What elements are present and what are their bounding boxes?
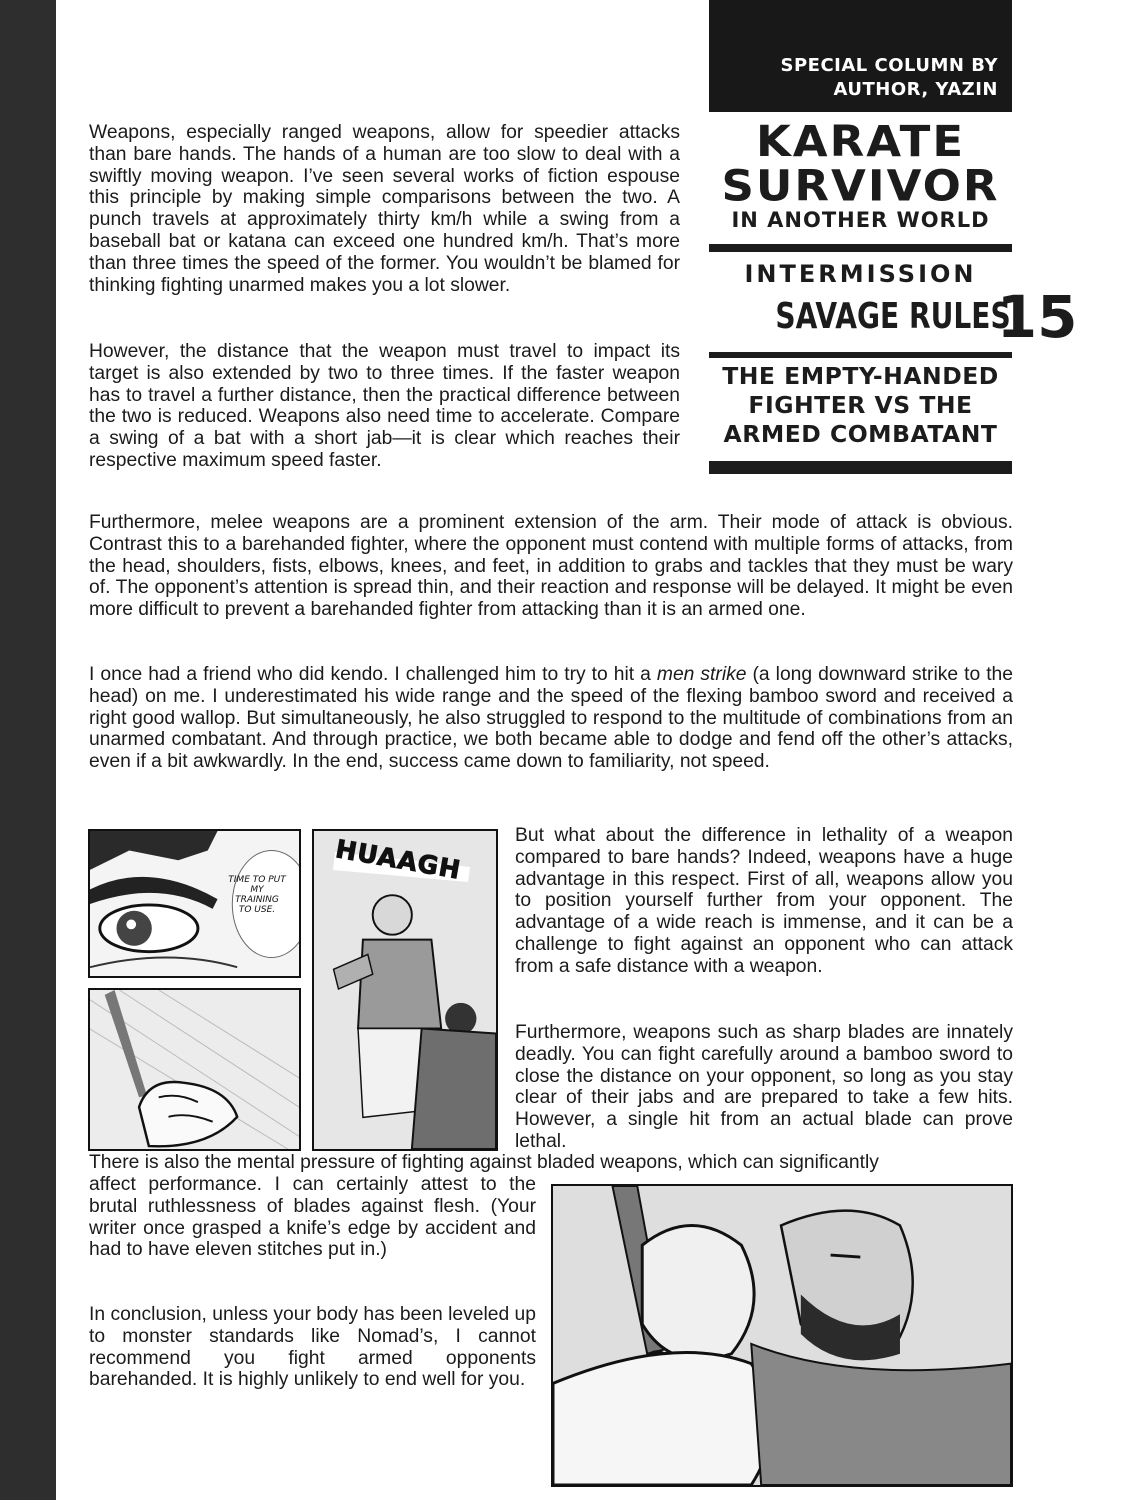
paragraph-6: Furthermore, weapons such as sharp blades are innately deadly. You can fight carefully around a bamboo sword to close the distance on your opponent, so long as you stay clear of their jabs and are prepared to take a few hits. However, a single hit from an actual blade can prove lethal. (515, 1022, 1013, 1152)
paragraph-2: However, the distance that the weapon must travel to impact its target is also extended by two to three times. If the faster weapon has to travel a further distance, then the practical difference between the two is reduced. Weapons also need time to accelerate. Compare a swing of a bat with a short jab—it is clear which reaches their respective maximum speed faster. (89, 341, 680, 471)
subtitle-line2: FIGHTER VS THE (748, 391, 973, 419)
paragraph-7-rest: affect performance. I can certainly attest to the brutal ruthlessness of blades against flesh. (Your writer once grasped a knife’s edge by accident and had to have eleven stitches put in.) (89, 1174, 536, 1261)
column-subtitle (709, 358, 1012, 449)
savage-rules-title (709, 283, 1078, 351)
speech-bubble-text: TIME TO PUT MY TRAINING TO USE. (228, 875, 286, 915)
paragraph-8: In conclusion, unless your body has been leveled up to monster standards like Nomad’s, I cannot recommend you fight armed opponents barehanded. It is highly unlikely to end well for you. (89, 1304, 536, 1391)
manga-panel-blade (88, 988, 301, 1151)
rule-number: 15 (996, 283, 1078, 351)
logo-line1: KARATE (755, 116, 966, 167)
sound-effect-text: HUAAGH (333, 834, 464, 885)
paragraph-5: But what about the difference in lethality of a weapon compared to bare hands? Indeed, weapons have a huge advantage in this respect. First of all, weapons allow you to position yourself further from your opponent. The advantage of a wide reach is immense, and it can be a challenge to fight against an opponent who can attack from a safe distance with a weapon. (515, 825, 1013, 977)
column-header (709, 0, 1078, 474)
paragraph-1: Weapons, especially ranged weapons, allow for speedier attacks than bare hands. The hands of a human are too slow to deal with a swiftly moving weapon. I’ve seen several works of fiction espouse this principle by making simple comparisons between the two. A punch travels at approximately thirty km/h while a swing from a baseball bat or katana can exceed one hundred km/h. That’s more than three times the speed of the former. You wouldn’t be blamed for thinking fighting unarmed makes you a lot slower. (89, 122, 680, 296)
paragraph-4 (89, 664, 1013, 773)
header-rule (709, 244, 1012, 252)
subtitle-line1: THE EMPTY-HANDED (722, 362, 999, 390)
savage-rules-label: SAVAGE RULES (775, 296, 1011, 337)
manga-panel-grab (551, 1184, 1013, 1487)
paragraph-4-end: (a long downward strike to the head) on me. I underestimated his wide range and the speed of the flexing bamboo sword and received a right good wallop. But simultaneously, he also struggled to respond to the multitude of combinations from an unarmed combatant. And through practice, we both became able to dodge and fend off the other’s attacks, even if a bit awkwardly. In the end, success came down to familiarity, not speed. (89, 664, 1014, 773)
logo-line2: SURVIVOR (721, 160, 1000, 211)
subtitle-line3: ARMED COMBATANT (723, 420, 998, 448)
header-rule (709, 461, 1012, 474)
column-byline-line1: SPECIAL COLUMN BY (780, 55, 998, 76)
column-byline-banner (709, 0, 1012, 112)
logo-line3: IN ANOTHER WORLD (731, 208, 990, 232)
series-logo (709, 112, 1012, 236)
intermission-label: INTERMISSION (744, 260, 977, 288)
column-byline-line2: AUTHOR, YAZIN (833, 79, 998, 100)
left-margin-bar (0, 0, 56, 1500)
paragraph-4-start: I once had a friend who did kendo. I challenged him to try to hit a (89, 664, 657, 685)
paragraph-3: Furthermore, melee weapons are a prominent extension of the arm. Their mode of attack is obvious. Contrast this to a barehanded fighter, where the opponent must contend with multiple forms of attacks, from the head, shoulders, fists, elbows, knees, and feet, in addition to grabs and tackles that they must be wary of. The opponent’s attention is spread thin, and their reaction and response will be delayed. It might be even more difficult to prevent a barehanded fighter from attacking than it is an armed one. (89, 512, 1013, 621)
paragraph-7-first-line: There is also the mental pressure of fighting against bladed weapons, which can significantly (89, 1152, 879, 1173)
men-strike-term: men strike (656, 664, 747, 685)
